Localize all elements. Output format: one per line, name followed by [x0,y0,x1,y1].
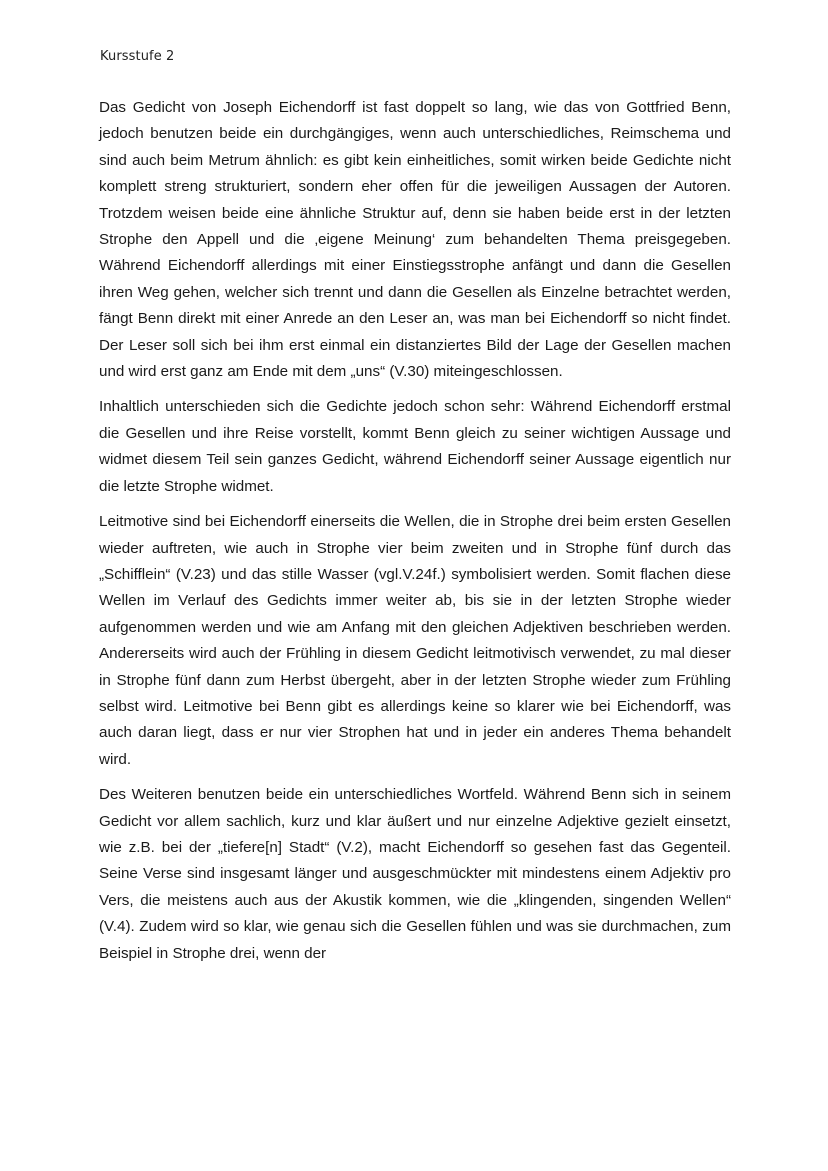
document-body [99,95,731,976]
paragraph: Des Weiteren benutzen beide ein unterschiedliches Wortfeld. Während Benn sich in seinem Gedicht vor allem sachlich, kurz und klar äußert und nur einzelne Adjektive gezielt einsetzt, wie z.B. bei der „tiefere[n] Stadt“ (V.2), macht Eichendorff so gesehen fast das Gegenteil. Seine Verse sind insgesamt länger und ausgeschmückter mit mindestens einem Adjektiv pro Vers, die meistens auch aus der Akustik kommen, wie die „klingenden, singenden Wellen“ (V.4). Zudem wird so klar, wie genau sich die Gesellen fühlen und was sie durchmachen, zum Beispiel in Strophe drei, wenn der [99,786,731,962]
paragraph: Das Gedicht von Joseph Eichendorff ist fast doppelt so lang, wie das von Gottfried Benn, jedoch benutzen beide ein durchgängiges, wenn auch unterschiedliches, Reimschema und sind auch beim Metrum ähnlich: es gibt kein einheitliches, somit wirken beide Gedichte nicht komplett streng strukturiert, sondern eher offen für die jeweiligen Aussagen der Autoren. Trotzdem weisen beide eine ähnliche Struktur auf, denn sie haben beide erst in der letzten Strophe den Appell und die ‚eigene Meinung‘ zum behandelten Thema preisgegeben. Während Eichendorff allerdings mit einer Einstiegsstrophe anfängt und dann die Gesellen ihren Weg gehen, welcher sich trennt und dann die Gesellen als Einzelne betrachtet werden, fängt Benn direkt mit einer Anrede an den Leser an, was man bei Eichendorff so nicht findet. Der Leser soll sich bei ihm erst einmal ein distanziertes Bild der Lage der Gesellen machen und wird erst ganz am Ende mit dem „uns“ (V.30) miteingeschlossen. [99,99,731,381]
paragraph: Leitmotive sind bei Eichendorff einerseits die Wellen, die in Strophe drei beim ersten Gesellen wieder auftreten, wie auch in Strophe vier beim zweiten und in Strophe fünf durch das „Schifflein“ (V.23) und das stille Wasser (vgl.V.24f.) symbolisiert werden. Somit flachen diese Wellen im Verlauf des Gedichts immer weiter ab, bis sie in der letzten Strophe wieder aufgenommen werden und wie am Anfang mit den gleichen Adjektiven beschrieben werden. Andererseits wird auch der Frühling in diesem Gedicht leitmotivisch verwendet, zu mal dieser in Strophe fünf dann zum Herbst übergeht, aber in der letzten Strophe wieder zum Frühling selbst wird. Leitmotive bei Benn gibt es allerdings keine so klarer wie bei Eichendorff, was auch daran liegt, dass er nur vier Strophen hat und in jeder ein anderes Thema behandelt wird. [99,513,731,768]
page-header: Kursstufe 2 [100,49,175,64]
paragraph: Inhaltlich unterschieden sich die Gedichte jedoch schon sehr: Während Eichendorff erstmal die Gesellen und ihre Reise vorstellt, kommt Benn gleich zu seiner wichtigen Aussage und widmet diesem Teil sein ganzes Gedicht, während Eichendorff seiner Aussage eigentlich nur die letzte Strophe widmet. [99,398,731,495]
